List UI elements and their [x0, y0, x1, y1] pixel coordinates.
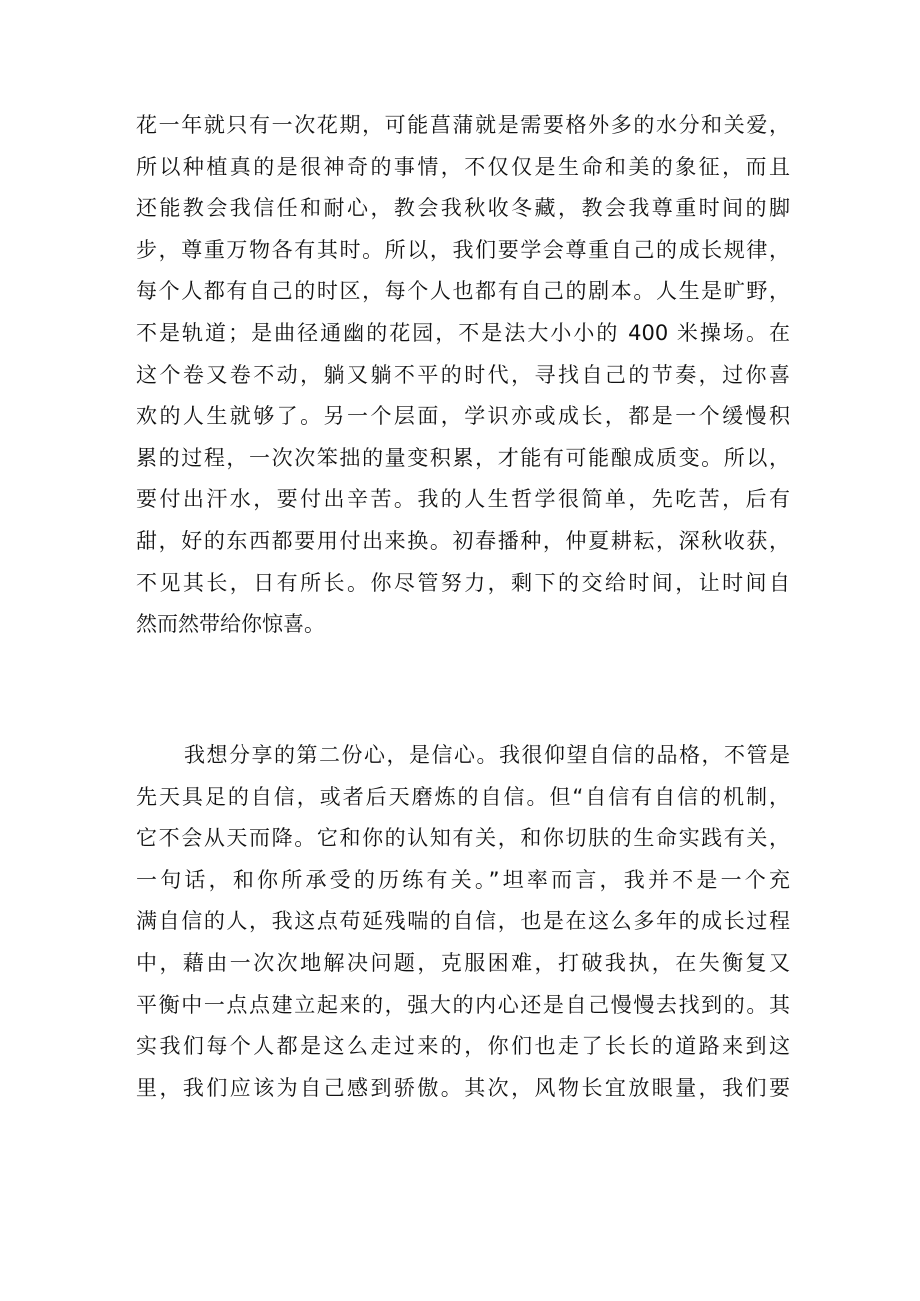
paragraph-line: 先天具足的自信，或者后天磨炼的自信。但“自信有自信的机制，: [136, 784, 790, 809]
paragraph-line: 要付出汗水，要付出辛苦。我的人生哲学很简单，先吃苦，后有: [136, 487, 790, 512]
paragraph-line: 还能教会我信任和耐心，教会我秋收冬藏，教会我尊重时间的脚: [136, 196, 790, 221]
paragraph-line: 每个人都有自己的时区，每个人也都有自己的剧本。人生是旷野，: [136, 279, 790, 304]
paragraph-line: 不是轨道；是曲径通幽的花园，不是法大小小的 400 米操场。在: [136, 320, 790, 345]
paragraph-line: 甜，好的东西都要用付出来换。初春播种，仲夏耕耘，深秋收获，: [136, 528, 790, 553]
paragraph-line: 一句话，和你所承受的历练有关。”坦率而言，我并不是一个充: [136, 867, 790, 892]
paragraph-line: 我想分享的第二份心，是信心。我很仰望自信的品格，不管是: [184, 743, 790, 767]
paragraph-line: 这个卷又卷不动，躺又躺不平的时代，寻找自己的节奏，过你喜: [136, 362, 790, 387]
paragraph-line: 中，藉由一次次地解决问题，克服困难，打破我执，在失衡复又: [136, 950, 790, 975]
paragraph-line: 然而然带给你惊喜。: [136, 612, 325, 637]
paragraph-1: [136, 105, 790, 646]
paragraph-line: 所以种植真的是很神奇的事情，不仅仅是生命和美的象征，而且: [136, 154, 790, 179]
paragraph-line: 实我们每个人都是这么走过来的，你们也走了长长的道路来到这: [136, 1034, 790, 1059]
paragraph-line: 平衡中一点点建立起来的，强大的内心还是自己慢慢去找到的。其: [136, 992, 790, 1017]
paragraph-line: 花一年就只有一次花期，可能菖蒲就是需要格外多的水分和关爱，: [136, 113, 790, 137]
paragraph-line: 它不会从天而降。它和你的认知有关，和你切肤的生命实践有关，: [136, 826, 790, 851]
paragraph-2: [136, 735, 790, 1109]
paragraph-line: 欢的人生就够了。另一个层面，学识亦或成长，都是一个缓慢积: [136, 404, 790, 429]
paragraph-line: 满自信的人，我这点苟延残喘的自信，也是在这么多年的成长过程: [136, 909, 790, 934]
paragraph-line: 不见其长，日有所长。你尽管努力，剩下的交给时间，让时间自: [136, 570, 790, 595]
paragraph-line: 累的过程，一次次笨拙的量变积累，才能有可能酿成质变。所以，: [136, 445, 790, 470]
paragraph-line: 步，尊重万物各有其时。所以，我们要学会尊重自己的成长规律，: [136, 237, 790, 262]
paragraph-line: 里，我们应该为自己感到骄傲。其次，风物长宜放眼量，我们要: [136, 1075, 790, 1100]
